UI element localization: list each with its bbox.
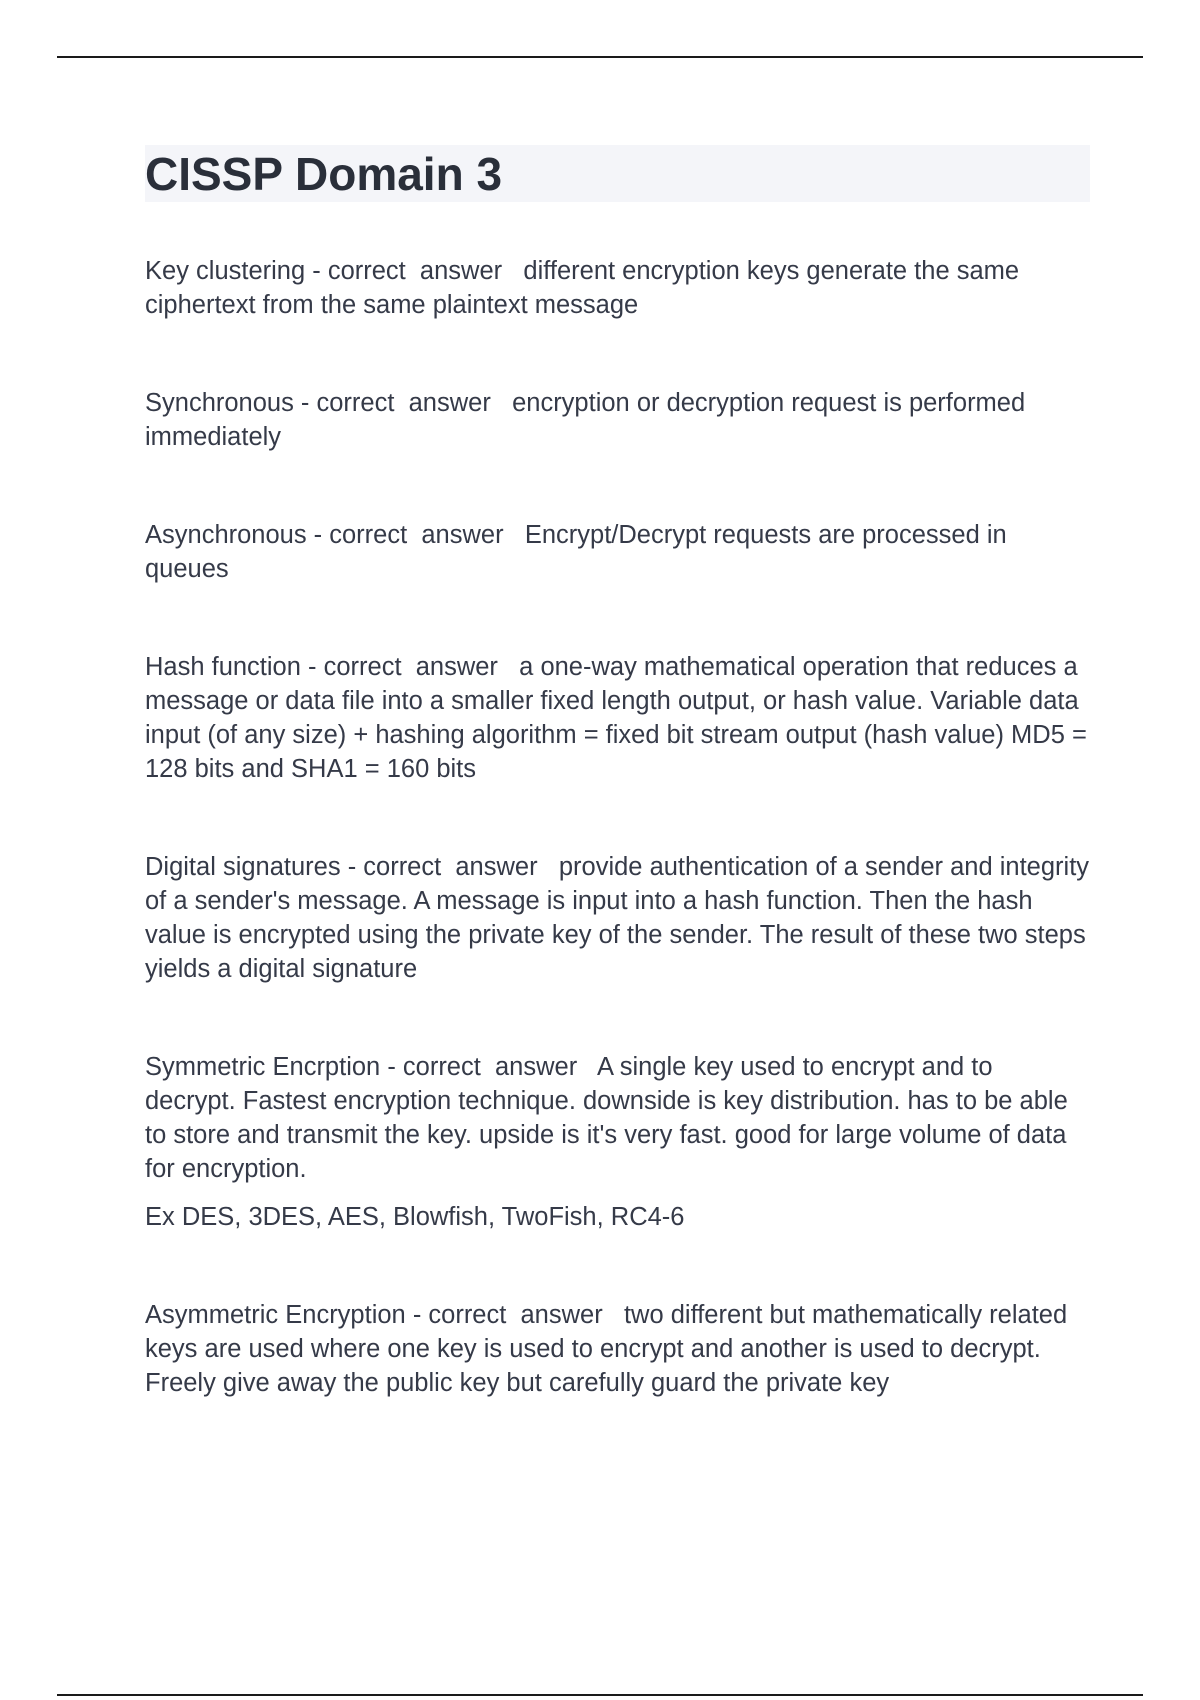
flashcard: [145, 518, 1090, 586]
flashcard-definition: Encrypt/Decrypt requests are processed in queues: [145, 521, 1007, 583]
flashcard-term: Symmetric Encrption: [145, 1053, 381, 1081]
flashcard-text: [145, 518, 1090, 586]
flashcard-text: [145, 254, 1090, 322]
flashcard: [145, 386, 1090, 454]
flashcard-term: Synchronous: [145, 389, 294, 417]
flashcard-definition: different encryption keys generate the same ciphertext from the same plaintext message: [145, 257, 1020, 319]
flashcard-term: Key clustering: [145, 257, 306, 285]
flashcard-term: Asynchronous: [145, 521, 307, 549]
flashcard: [145, 1050, 1090, 1234]
flashcard: [145, 254, 1090, 322]
document-body: [145, 145, 1090, 1464]
flashcard-definition: encryption or decryption request is performed immediately: [145, 389, 1026, 451]
flashcard: [145, 1298, 1090, 1400]
answer-separator: - correct answer: [300, 653, 520, 681]
flashcard-term: Hash function: [145, 653, 301, 681]
page-top-rule: [57, 56, 1143, 58]
page-bottom-rule: [57, 1694, 1143, 1696]
page-title: CISSP Domain 3: [145, 147, 503, 200]
flashcard-definition: A single key used to encrypt and to decrypt. Fastest encryption technique. downside is key distribution. has to be able to store and transmit the key. upside is it's very fast. good for large volume of data for encryption.: [145, 1053, 1068, 1183]
answer-separator: - correct answer: [380, 1053, 598, 1081]
flashcard-examples: Ex DES, 3DES, AES, Blowfish, TwoFish, RC4-6: [145, 1203, 685, 1231]
flashcard-text: [145, 386, 1090, 454]
flashcard-definition: a one-way mathematical operation that reduces a message or data file into a smaller fixed length output, or hash value. Variable data input (of any size) + hashing algorithm = fixed bit stream output (hash value) MD5 = 128 bits and SHA1 = 160 bits: [145, 653, 1087, 783]
answer-separator: - correct answer: [306, 521, 525, 549]
flashcard-text: [145, 1298, 1090, 1400]
flashcard-term: Asymmetric Encryption: [145, 1301, 406, 1329]
flashcard-list: [145, 254, 1090, 1400]
flashcard-text: [145, 650, 1090, 786]
answer-separator: - correct answer: [293, 389, 513, 417]
flashcard-term: Digital signatures: [145, 853, 341, 881]
flashcard-text: [145, 1050, 1090, 1186]
title-banner: [145, 145, 1090, 202]
flashcard-definition: provide authentication of a sender and integrity of a sender's message. A message is input into a hash function. Then the hash value is encrypted using the private key of the sender. The result of these two steps yields a digital signature: [145, 853, 1090, 983]
answer-separator: - correct answer: [305, 257, 524, 285]
flashcard: [145, 850, 1090, 986]
answer-separator: - correct answer: [405, 1301, 624, 1329]
flashcard-definition: two different but mathematically related keys are used where one key is used to encrypt and another is used to decrypt. Freely give away the public key but carefully guard the private key: [145, 1301, 1068, 1397]
flashcard-text: [145, 850, 1090, 986]
flashcard: [145, 650, 1090, 786]
answer-separator: - correct answer: [340, 853, 559, 881]
